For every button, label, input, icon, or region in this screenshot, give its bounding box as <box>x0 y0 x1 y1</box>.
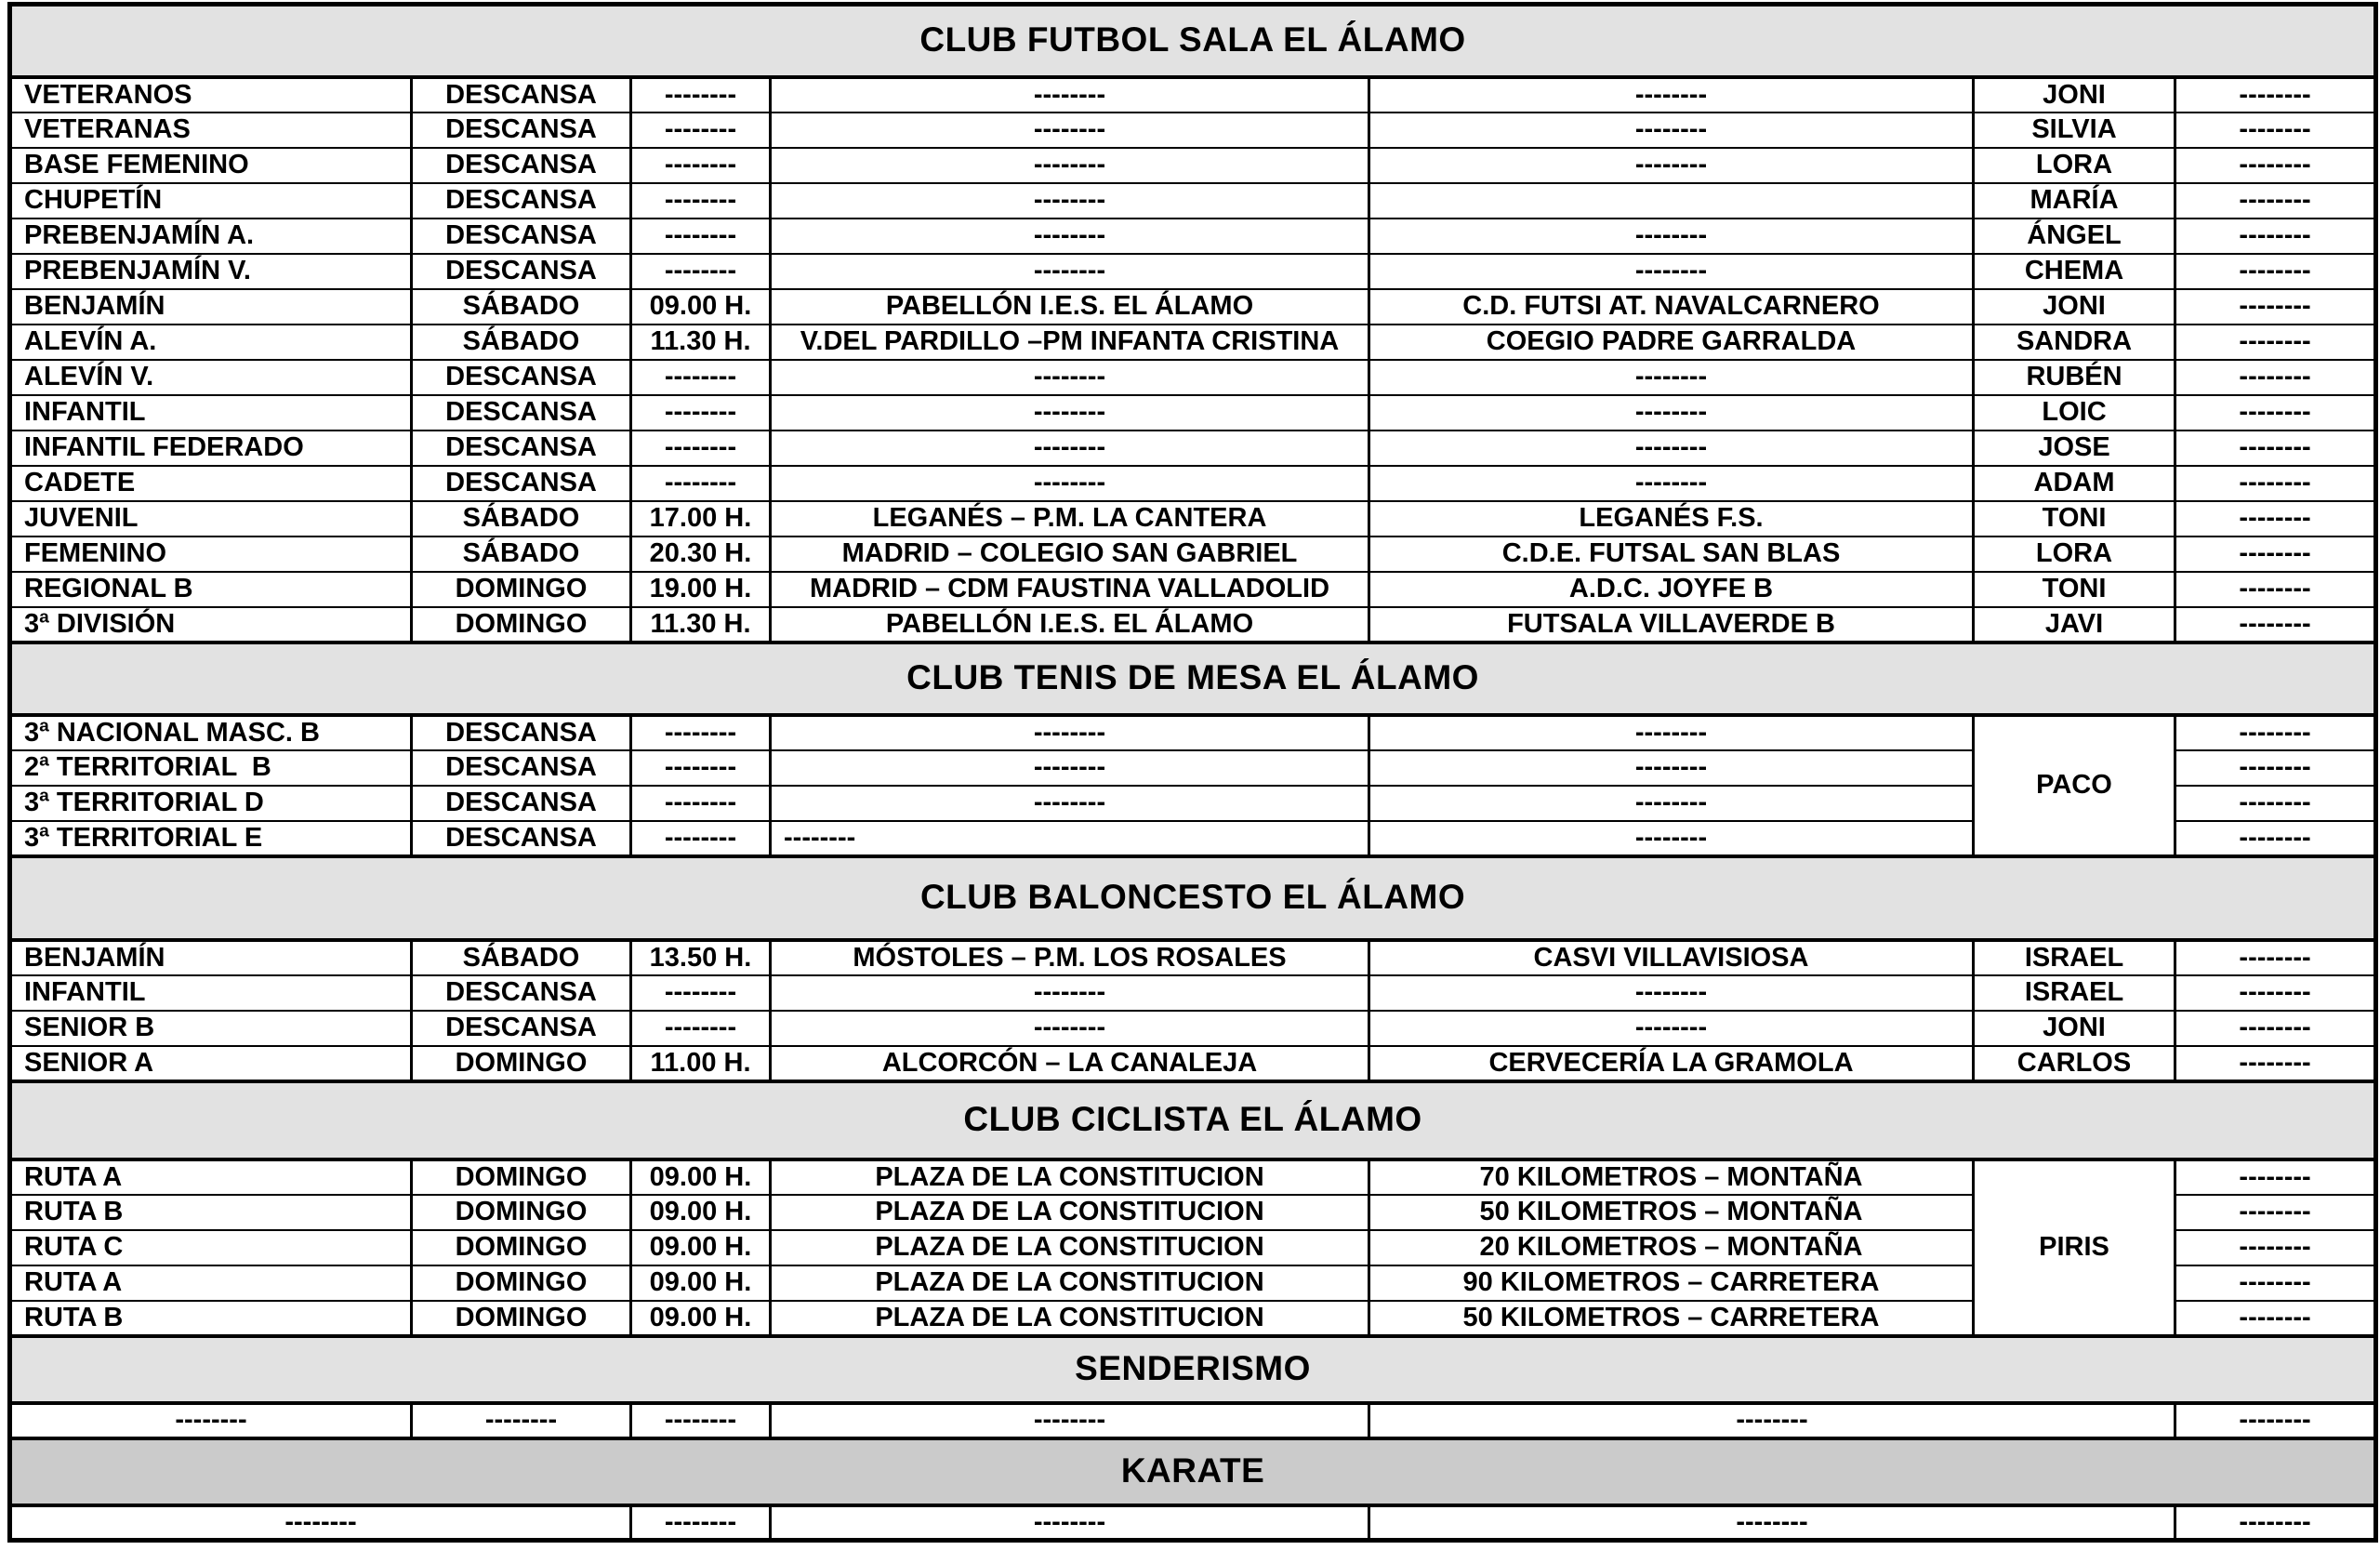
cell-result: -------- <box>2175 360 2376 395</box>
table-row <box>10 395 2376 431</box>
cell-coach: JONI <box>1974 77 2175 113</box>
cell-result: -------- <box>2175 466 2376 501</box>
cell-day: SÁBADO <box>412 940 631 975</box>
cell-opponent: 20 KILOMETROS – MONTAÑA <box>1369 1230 1974 1265</box>
cell-day: DESCANSA <box>412 148 631 183</box>
cell-venue: -------- <box>771 466 1369 501</box>
cell-result: -------- <box>2175 1046 2376 1081</box>
cell-result: -------- <box>2175 537 2376 572</box>
cell-team: SENIOR A <box>10 1046 412 1081</box>
cell-team-day: -------- <box>10 1505 631 1541</box>
cell-team: 3ª TERRITORIAL E <box>10 821 412 856</box>
cell-opponent: 90 KILOMETROS – CARRETERA <box>1369 1265 1974 1301</box>
cell-day: DOMINGO <box>412 607 631 643</box>
cell-team: BASE FEMENINO <box>10 148 412 183</box>
cell-venue: -------- <box>771 148 1369 183</box>
cell-venue: -------- <box>771 975 1369 1011</box>
cell-opponent: -------- <box>1369 113 1974 148</box>
table-row <box>10 940 2376 975</box>
table-row <box>10 466 2376 501</box>
cell-day: -------- <box>412 1403 631 1438</box>
cell-team: -------- <box>10 1403 412 1438</box>
cell-result: -------- <box>2175 1159 2376 1195</box>
cell-time: 11.30 H. <box>631 325 771 360</box>
cell-coach: RUBÉN <box>1974 360 2175 395</box>
cell-opponent: -------- <box>1369 395 1974 431</box>
cell-result: -------- <box>2175 113 2376 148</box>
cell-venue: ALCORCÓN – LA CANALEJA <box>771 1046 1369 1081</box>
cell-time: -------- <box>631 1011 771 1046</box>
cell-opponent: -------- <box>1369 431 1974 466</box>
cell-opponent: -------- <box>1369 254 1974 289</box>
cell-venue: -------- <box>771 360 1369 395</box>
section-title: SENDERISMO <box>10 1336 2376 1403</box>
cell-result: -------- <box>2175 1195 2376 1230</box>
cell-venue: -------- <box>771 750 1369 786</box>
table-row <box>10 254 2376 289</box>
cell-time: -------- <box>631 715 771 750</box>
cell-coach: LORA <box>1974 537 2175 572</box>
cell-day: DESCANSA <box>412 786 631 821</box>
section-title: CLUB BALONCESTO EL ÁLAMO <box>10 856 2376 940</box>
table-row <box>10 572 2376 607</box>
cell-team: RUTA C <box>10 1230 412 1265</box>
cell-coach: ISRAEL <box>1974 940 2175 975</box>
cell-opponent: FUTSALA VILLAVERDE B <box>1369 607 1974 643</box>
cell-day: DOMINGO <box>412 1301 631 1336</box>
cell-result: -------- <box>2175 786 2376 821</box>
cell-opponent: 50 KILOMETROS – CARRETERA <box>1369 1301 1974 1336</box>
cell-time: 20.30 H. <box>631 537 771 572</box>
cell-venue: -------- <box>771 431 1369 466</box>
table-row <box>10 501 2376 537</box>
cell-result: -------- <box>2175 254 2376 289</box>
cell-team: VETERANAS <box>10 113 412 148</box>
cell-venue: -------- <box>771 77 1369 113</box>
section-title: CLUB TENIS DE MESA EL ÁLAMO <box>10 643 2376 715</box>
cell-coach: CARLOS <box>1974 1046 2175 1081</box>
cell-venue: V.DEL PARDILLO –PM INFANTA CRISTINA <box>771 325 1369 360</box>
cell-day: DESCANSA <box>412 715 631 750</box>
cell-time: 09.00 H. <box>631 1195 771 1230</box>
cell-coach: CHEMA <box>1974 254 2175 289</box>
cell-time: 09.00 H. <box>631 1159 771 1195</box>
cell-opponent-coach: -------- <box>1369 1505 2175 1541</box>
cell-result: -------- <box>2175 1403 2376 1438</box>
cell-opponent: -------- <box>1369 466 1974 501</box>
cell-venue: -------- <box>771 219 1369 254</box>
cell-opponent: A.D.C. JOYFE B <box>1369 572 1974 607</box>
cell-result: -------- <box>2175 219 2376 254</box>
cell-coach: PIRIS <box>1974 1159 2175 1336</box>
cell-time: 09.00 H. <box>631 1265 771 1301</box>
table-row <box>10 325 2376 360</box>
cell-result: -------- <box>2175 940 2376 975</box>
cell-time: -------- <box>631 113 771 148</box>
cell-result: -------- <box>2175 750 2376 786</box>
cell-time: 17.00 H. <box>631 501 771 537</box>
section-title: CLUB CICLISTA EL ÁLAMO <box>10 1081 2376 1159</box>
cell-team: CADETE <box>10 466 412 501</box>
cell-time: -------- <box>631 786 771 821</box>
section-band <box>10 1438 2376 1505</box>
cell-opponent: -------- <box>1369 219 1974 254</box>
cell-team: CHUPETÍN <box>10 183 412 219</box>
cell-venue: MADRID – CDM FAUSTINA VALLADOLID <box>771 572 1369 607</box>
cell-result: -------- <box>2175 325 2376 360</box>
cell-result: -------- <box>2175 572 2376 607</box>
table-row <box>10 607 2376 643</box>
cell-result: -------- <box>2175 715 2376 750</box>
cell-team: RUTA A <box>10 1159 412 1195</box>
cell-venue: -------- <box>771 254 1369 289</box>
cell-coach: TONI <box>1974 501 2175 537</box>
cell-team: INFANTIL <box>10 975 412 1011</box>
table-row <box>10 1159 2376 1195</box>
cell-day: DESCANSA <box>412 395 631 431</box>
table-row <box>10 1046 2376 1081</box>
cell-venue: MADRID – COLEGIO SAN GABRIEL <box>771 537 1369 572</box>
cell-venue: -------- <box>771 821 1369 856</box>
cell-result: -------- <box>2175 1230 2376 1265</box>
cell-day: DOMINGO <box>412 1195 631 1230</box>
cell-day: DOMINGO <box>412 1159 631 1195</box>
cell-day: DESCANSA <box>412 113 631 148</box>
cell-day: SÁBADO <box>412 537 631 572</box>
cell-time: -------- <box>631 395 771 431</box>
cell-time: -------- <box>631 821 771 856</box>
cell-result: -------- <box>2175 501 2376 537</box>
cell-coach: JOSE <box>1974 431 2175 466</box>
cell-result: -------- <box>2175 607 2376 643</box>
cell-team: INFANTIL FEDERADO <box>10 431 412 466</box>
cell-time: -------- <box>631 750 771 786</box>
table-row <box>10 113 2376 148</box>
cell-team: PREBENJAMÍN A. <box>10 219 412 254</box>
cell-coach: JONI <box>1974 289 2175 325</box>
cell-coach: LOIC <box>1974 395 2175 431</box>
cell-time: -------- <box>631 1403 771 1438</box>
cell-venue: PLAZA DE LA CONSTITUCION <box>771 1195 1369 1230</box>
cell-venue: PABELLÓN I.E.S. EL ÁLAMO <box>771 289 1369 325</box>
cell-day: DOMINGO <box>412 1046 631 1081</box>
cell-result: -------- <box>2175 77 2376 113</box>
table-row <box>10 537 2376 572</box>
cell-day: DESCANSA <box>412 466 631 501</box>
cell-time: 11.30 H. <box>631 607 771 643</box>
schedule-table <box>7 2 2378 1543</box>
cell-coach: TONI <box>1974 572 2175 607</box>
cell-result: -------- <box>2175 821 2376 856</box>
cell-venue: -------- <box>771 1011 1369 1046</box>
cell-team: SENIOR B <box>10 1011 412 1046</box>
table-row <box>10 1403 2376 1438</box>
cell-venue: PLAZA DE LA CONSTITUCION <box>771 1159 1369 1195</box>
table-row <box>10 289 2376 325</box>
cell-day: DESCANSA <box>412 77 631 113</box>
cell-venue: -------- <box>771 715 1369 750</box>
section-band <box>10 643 2376 715</box>
cell-coach: PACO <box>1974 715 2175 856</box>
cell-opponent: -------- <box>1369 821 1974 856</box>
table-row <box>10 360 2376 395</box>
cell-opponent: -------- <box>1369 148 1974 183</box>
cell-result: -------- <box>2175 395 2376 431</box>
cell-result: -------- <box>2175 1505 2376 1541</box>
cell-venue: -------- <box>771 1505 1369 1541</box>
cell-result: -------- <box>2175 148 2376 183</box>
cell-day: DESCANSA <box>412 975 631 1011</box>
cell-team: VETERANOS <box>10 77 412 113</box>
cell-result: -------- <box>2175 183 2376 219</box>
section-title: KARATE <box>10 1438 2376 1505</box>
cell-result: -------- <box>2175 431 2376 466</box>
cell-venue: MÓSTOLES – P.M. LOS ROSALES <box>771 940 1369 975</box>
section-band <box>10 1336 2376 1403</box>
cell-team: 3ª NACIONAL MASC. B <box>10 715 412 750</box>
cell-venue: LEGANÉS – P.M. LA CANTERA <box>771 501 1369 537</box>
cell-time: 13.50 H. <box>631 940 771 975</box>
cell-result: -------- <box>2175 975 2376 1011</box>
cell-time: 09.00 H. <box>631 289 771 325</box>
cell-day: SÁBADO <box>412 289 631 325</box>
cell-coach: ADAM <box>1974 466 2175 501</box>
cell-day: DESCANSA <box>412 219 631 254</box>
cell-opponent: -------- <box>1369 360 1974 395</box>
cell-team: RUTA B <box>10 1195 412 1230</box>
cell-coach: MARÍA <box>1974 183 2175 219</box>
cell-time: -------- <box>631 360 771 395</box>
cell-time: -------- <box>631 77 771 113</box>
section-band <box>10 1081 2376 1159</box>
cell-time: 19.00 H. <box>631 572 771 607</box>
cell-team: 3ª DIVISIÓN <box>10 607 412 643</box>
cell-day: DESCANSA <box>412 1011 631 1046</box>
cell-opponent: -------- <box>1369 786 1974 821</box>
cell-day: SÁBADO <box>412 501 631 537</box>
section-band <box>10 856 2376 940</box>
cell-day: DESCANSA <box>412 254 631 289</box>
cell-venue: PLAZA DE LA CONSTITUCION <box>771 1230 1369 1265</box>
cell-coach: ÁNGEL <box>1974 219 2175 254</box>
table-row <box>10 975 2376 1011</box>
cell-coach: LORA <box>1974 148 2175 183</box>
cell-opponent: C.D. FUTSI AT. NAVALCARNERO <box>1369 289 1974 325</box>
table-row <box>10 183 2376 219</box>
table-row <box>10 715 2376 750</box>
cell-result: -------- <box>2175 1011 2376 1046</box>
cell-team: RUTA A <box>10 1265 412 1301</box>
cell-coach: JAVI <box>1974 607 2175 643</box>
cell-opponent: -------- <box>1369 77 1974 113</box>
cell-venue: -------- <box>771 113 1369 148</box>
cell-day: DESCANSA <box>412 750 631 786</box>
cell-time: -------- <box>631 148 771 183</box>
table-row <box>10 148 2376 183</box>
cell-venue: PLAZA DE LA CONSTITUCION <box>771 1301 1369 1336</box>
cell-team: BENJAMÍN <box>10 940 412 975</box>
cell-team: PREBENJAMÍN V. <box>10 254 412 289</box>
table-row <box>10 1505 2376 1541</box>
table-row <box>10 431 2376 466</box>
cell-opponent: -------- <box>1369 750 1974 786</box>
cell-time: 09.00 H. <box>631 1301 771 1336</box>
cell-day: DOMINGO <box>412 1230 631 1265</box>
cell-opponent <box>1369 183 1974 219</box>
cell-venue: PABELLÓN I.E.S. EL ÁLAMO <box>771 607 1369 643</box>
cell-venue: PLAZA DE LA CONSTITUCION <box>771 1265 1369 1301</box>
cell-time: -------- <box>631 431 771 466</box>
cell-coach: SILVIA <box>1974 113 2175 148</box>
cell-opponent: CERVECERÍA LA GRAMOLA <box>1369 1046 1974 1081</box>
cell-time: -------- <box>631 466 771 501</box>
cell-day: DESCANSA <box>412 183 631 219</box>
cell-coach: JONI <box>1974 1011 2175 1046</box>
cell-time: -------- <box>631 975 771 1011</box>
cell-day: SÁBADO <box>412 325 631 360</box>
cell-result: -------- <box>2175 1301 2376 1336</box>
cell-time: -------- <box>631 219 771 254</box>
cell-opponent-coach: -------- <box>1369 1403 2175 1438</box>
cell-opponent: -------- <box>1369 975 1974 1011</box>
cell-time: -------- <box>631 254 771 289</box>
cell-venue: -------- <box>771 395 1369 431</box>
cell-day: DESCANSA <box>412 821 631 856</box>
section-title: CLUB FUTBOL SALA EL ÁLAMO <box>10 5 2376 77</box>
cell-day: DESCANSA <box>412 431 631 466</box>
cell-time: -------- <box>631 1505 771 1541</box>
cell-time: -------- <box>631 183 771 219</box>
section-band <box>10 5 2376 77</box>
cell-team: RUTA B <box>10 1301 412 1336</box>
table-row <box>10 219 2376 254</box>
cell-opponent: CASVI VILLAVISIOSA <box>1369 940 1974 975</box>
cell-team: BENJAMÍN <box>10 289 412 325</box>
cell-venue: -------- <box>771 1403 1369 1438</box>
cell-team: ALEVÍN A. <box>10 325 412 360</box>
cell-venue: -------- <box>771 786 1369 821</box>
cell-team: 3ª TERRITORIAL D <box>10 786 412 821</box>
cell-opponent: 50 KILOMETROS – MONTAÑA <box>1369 1195 1974 1230</box>
table-row <box>10 1011 2376 1046</box>
cell-team: REGIONAL B <box>10 572 412 607</box>
cell-coach: ISRAEL <box>1974 975 2175 1011</box>
cell-day: DESCANSA <box>412 360 631 395</box>
table-row <box>10 77 2376 113</box>
cell-team: JUVENIL <box>10 501 412 537</box>
cell-team: INFANTIL <box>10 395 412 431</box>
cell-time: 11.00 H. <box>631 1046 771 1081</box>
cell-result: -------- <box>2175 289 2376 325</box>
cell-opponent: -------- <box>1369 1011 1974 1046</box>
cell-day: DOMINGO <box>412 1265 631 1301</box>
cell-opponent: LEGANÉS F.S. <box>1369 501 1974 537</box>
cell-opponent: 70 KILOMETROS – MONTAÑA <box>1369 1159 1974 1195</box>
cell-time: 09.00 H. <box>631 1230 771 1265</box>
cell-venue: -------- <box>771 183 1369 219</box>
cell-team: ALEVÍN V. <box>10 360 412 395</box>
cell-team: 2ª TERRITORIAL B <box>10 750 412 786</box>
cell-day: DOMINGO <box>412 572 631 607</box>
cell-team: FEMENINO <box>10 537 412 572</box>
cell-result: -------- <box>2175 1265 2376 1301</box>
cell-opponent: -------- <box>1369 715 1974 750</box>
cell-opponent: COEGIO PADRE GARRALDA <box>1369 325 1974 360</box>
cell-coach: SANDRA <box>1974 325 2175 360</box>
cell-opponent: C.D.E. FUTSAL SAN BLAS <box>1369 537 1974 572</box>
